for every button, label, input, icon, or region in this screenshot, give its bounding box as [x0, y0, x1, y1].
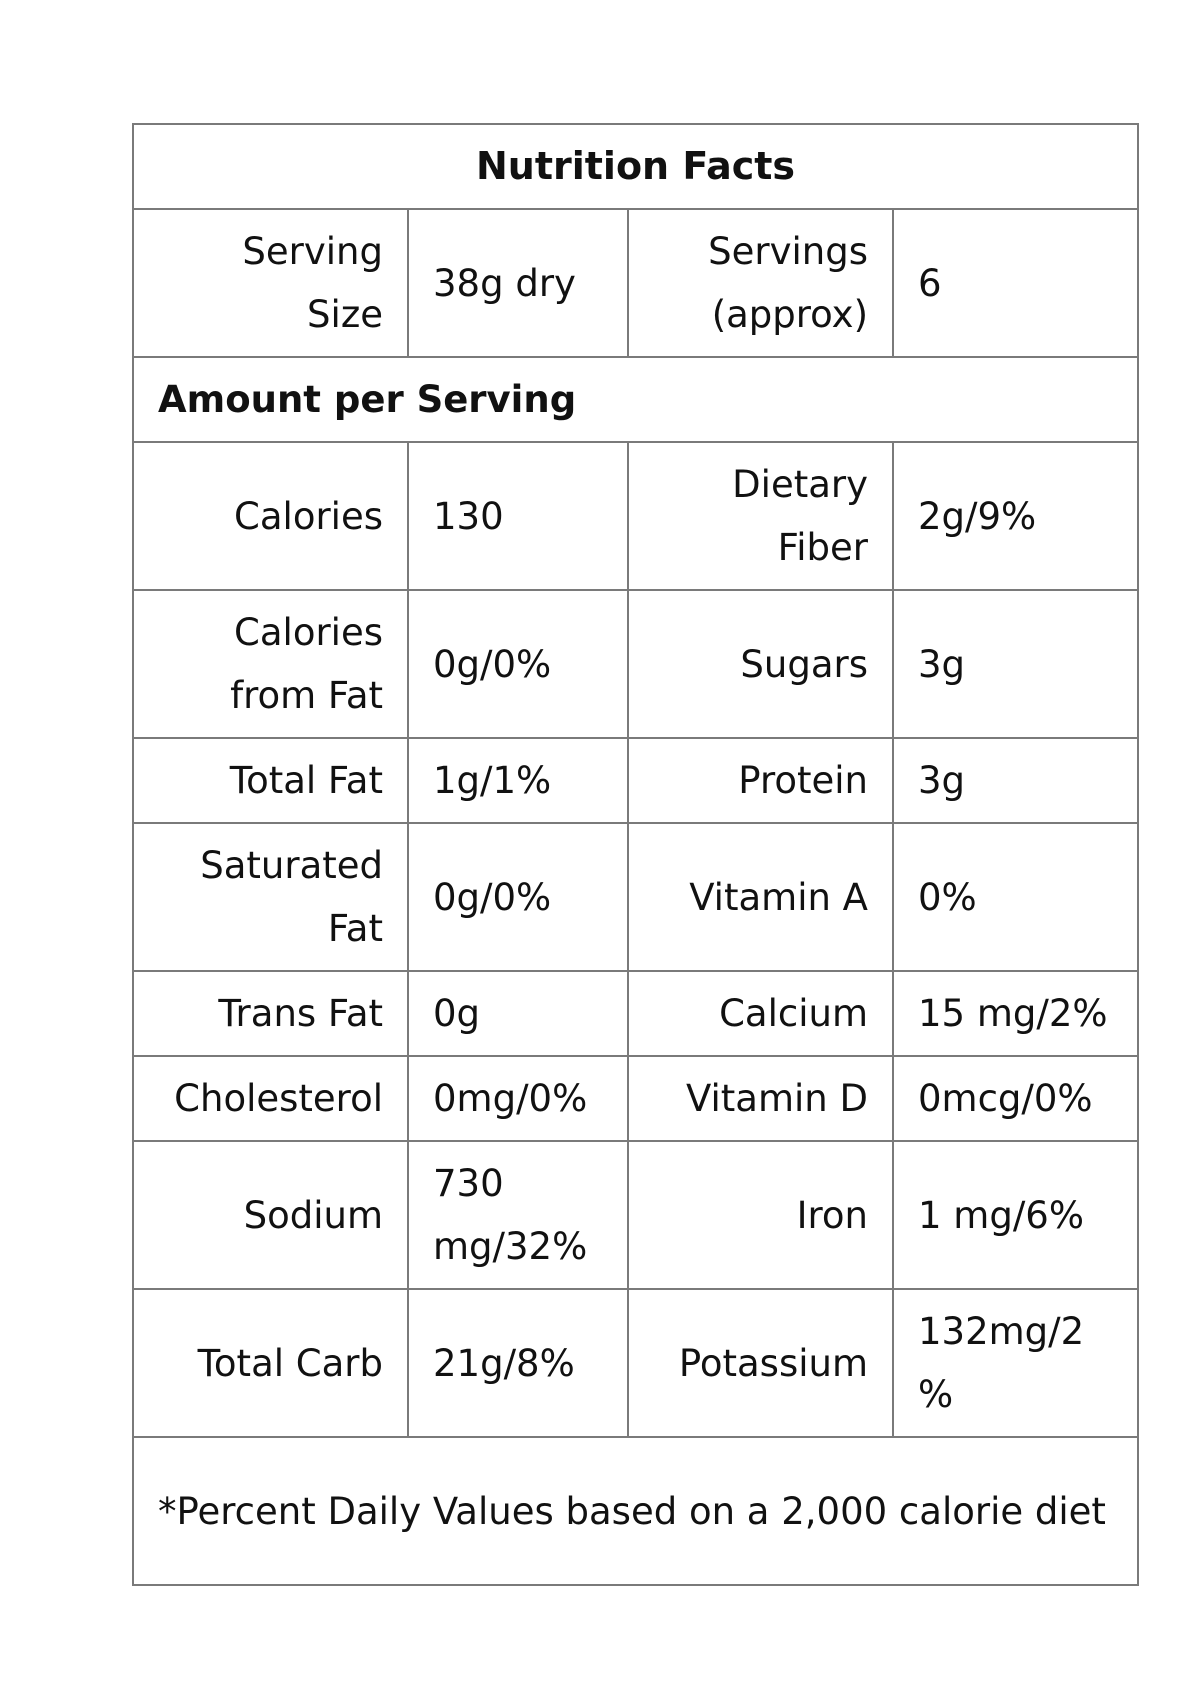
nutrient-value: 130 [408, 442, 628, 590]
nutrient-label: Potassium [628, 1289, 893, 1437]
serving-size-label: Serving Size [133, 209, 408, 357]
servings-label: Servings (approx) [628, 209, 893, 357]
nutrient-label: Dietary Fiber [628, 442, 893, 590]
nutrient-value: 3g [893, 590, 1138, 738]
nutrient-value: 730 mg/32% [408, 1141, 628, 1289]
table-row [133, 971, 1138, 1056]
nutrient-value: 21g/8% [408, 1289, 628, 1437]
footnote: *Percent Daily Values based on a 2,000 calorie diet [133, 1437, 1138, 1585]
nutrient-label: Trans Fat [133, 971, 408, 1056]
nutrient-label: Vitamin D [628, 1056, 893, 1141]
table-row [133, 1141, 1138, 1289]
table-row [133, 738, 1138, 823]
nutrient-label: Total Fat [133, 738, 408, 823]
nutrient-value: 1g/1% [408, 738, 628, 823]
footnote-row [133, 1437, 1138, 1585]
nutrient-label: Cholesterol [133, 1056, 408, 1141]
nutrient-label: Protein [628, 738, 893, 823]
table-row [133, 1056, 1138, 1141]
serving-size-value: 38g dry [408, 209, 628, 357]
table-title: Nutrition Facts [133, 124, 1138, 209]
nutrition-facts-table [132, 123, 1139, 1586]
nutrient-value: 0g [408, 971, 628, 1056]
nutrient-label: Total Carb [133, 1289, 408, 1437]
table-row [133, 1289, 1138, 1437]
table-row [133, 442, 1138, 590]
nutrient-value: 0g/0% [408, 590, 628, 738]
nutrient-value: 0g/0% [408, 823, 628, 971]
nutrient-label: Calories from Fat [133, 590, 408, 738]
nutrient-label: Vitamin A [628, 823, 893, 971]
amount-per-serving-header: Amount per Serving [133, 357, 1138, 442]
nutrient-value: 1 mg/6% [893, 1141, 1138, 1289]
nutrient-label: Calcium [628, 971, 893, 1056]
nutrient-value: 2g/9% [893, 442, 1138, 590]
nutrient-label: Iron [628, 1141, 893, 1289]
section-header-row [133, 357, 1138, 442]
title-row [133, 124, 1138, 209]
nutrient-value: 0mg/0% [408, 1056, 628, 1141]
nutrient-label: Sodium [133, 1141, 408, 1289]
nutrient-value: 15 mg/2% [893, 971, 1138, 1056]
nutrient-label: Sugars [628, 590, 893, 738]
nutrient-label: Saturated Fat [133, 823, 408, 971]
table-row [133, 823, 1138, 971]
nutrient-value: 0% [893, 823, 1138, 971]
nutrient-value: 132mg/2% [893, 1289, 1138, 1437]
nutrient-value: 0mcg/0% [893, 1056, 1138, 1141]
serving-row [133, 209, 1138, 357]
nutrient-value: 3g [893, 738, 1138, 823]
nutrient-label: Calories [133, 442, 408, 590]
table-row [133, 590, 1138, 738]
servings-value: 6 [893, 209, 1138, 357]
